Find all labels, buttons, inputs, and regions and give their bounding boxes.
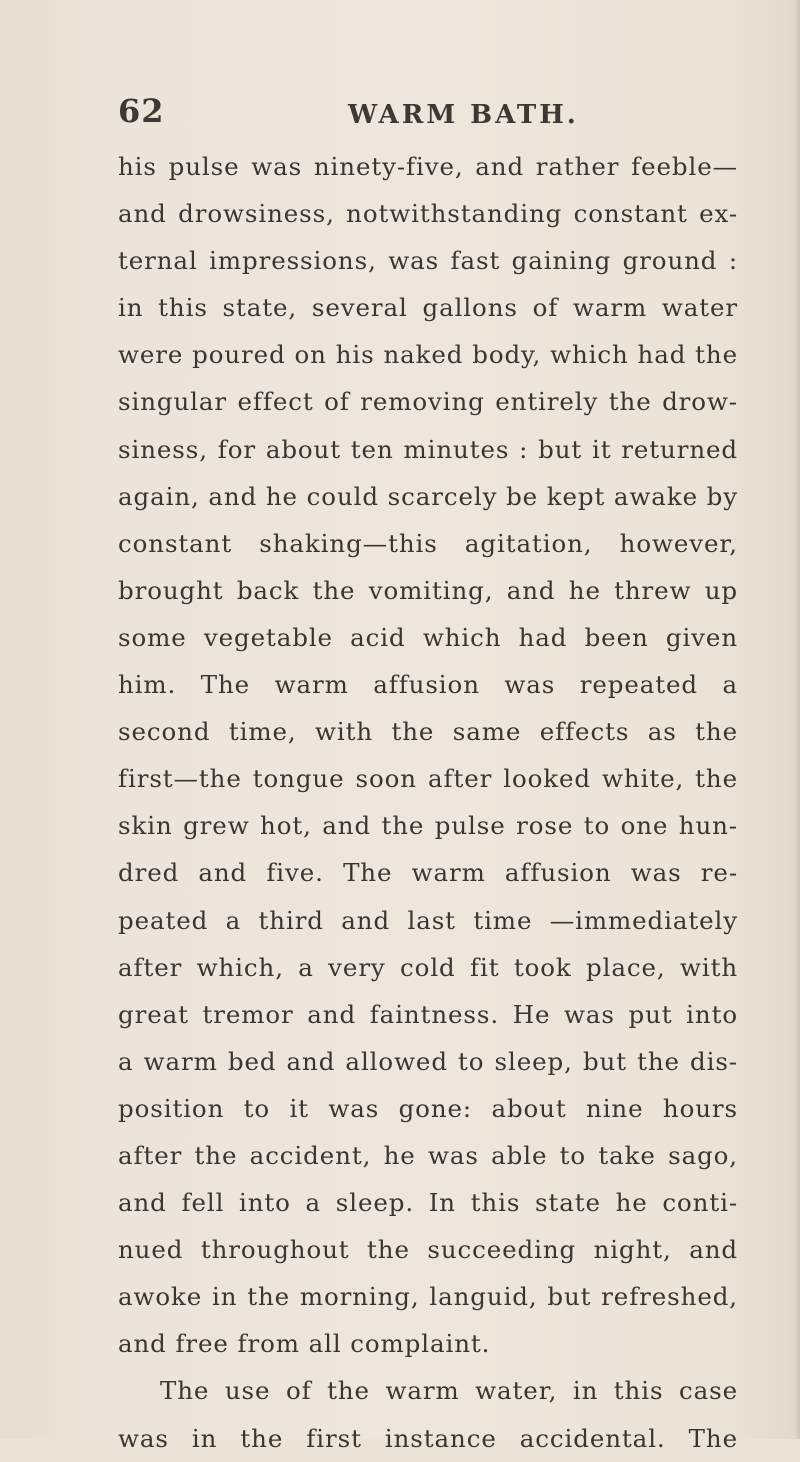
text-line: brought back the vomiting, and he threw up [118,575,738,605]
text-line: a warm bed and allowed to sleep, but the dis- [118,1046,738,1076]
text-line: dred and five. The warm affusion was re- [118,858,738,888]
paragraph-start-line: The use of the warm water, in this case [160,1376,738,1406]
text-line: second time, with the same effects as the [118,717,738,747]
text-line: his pulse was ninety-five, and rather feeble— [118,152,738,181]
text-line: in this state, several gallons of warm water [118,293,738,323]
text-line: constant shaking—this agitation, however, [118,528,738,558]
text-line: and drowsiness, notwithstanding constant ex- [118,199,738,229]
page-number: 62 [118,92,165,130]
text-line: position to it was gone: about nine hours [118,1093,738,1123]
text-line: siness, for about ten minutes : but it returned [118,434,738,464]
text-line: first—the tongue soon after looked white, the [118,764,738,794]
text-line: nued throughout the succeeding night, and [118,1235,738,1265]
text-line: peated a third and last time —immediately [118,905,738,935]
body-text [118,143,738,1462]
text-line: was in the first instance accidental. The [118,1423,738,1453]
text-line: and fell into a sleep. In this state he conti- [118,1188,738,1218]
text-line: ternal impressions, was fast gaining ground : [118,246,738,276]
text-line: great tremor and faintness. He was put into [118,999,738,1029]
text-line: awoke in the morning, languid, but refreshed, [118,1282,738,1312]
paragraph-end-line: and free from all complaint. [118,1329,491,1359]
running-head: WARM BATH. [348,100,579,130]
text-line: again, and he could scarcely be kept awake by [118,481,738,511]
text-line: him. The warm affusion was repeated a [118,670,738,700]
page-edge-shadow [794,0,800,1439]
text-line: singular effect of removing entirely the drow- [118,387,738,417]
text-line: after which, a very cold fit took place, with [118,952,738,982]
text-line: skin grew hot, and the pulse rose to one hun- [118,811,738,841]
text-line: some vegetable acid which had been given [118,622,738,652]
text-line: were poured on his naked body, which had the [118,340,738,370]
page-header [118,92,738,142]
text-line: after the accident, he was able to take sago, [118,1140,738,1170]
